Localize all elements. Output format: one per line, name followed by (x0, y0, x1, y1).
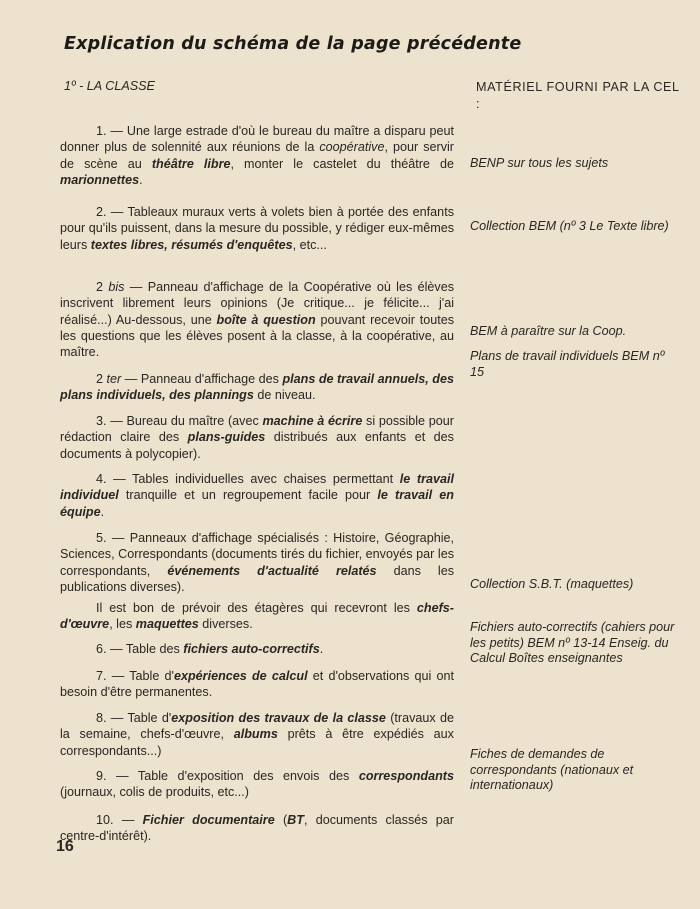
main-column (60, 78, 455, 844)
paragraph (60, 710, 454, 759)
emphasis-text: correspondants (358, 769, 454, 784)
text-run: 9. — Table d'exposition des envois des (96, 769, 359, 784)
emphasis-text: plans-guides (187, 430, 266, 445)
text-run: 10. — (96, 813, 143, 828)
sidebar-entry: Plans de travail individuels BEM nº 15 (470, 349, 665, 379)
text-run: diverses. (198, 617, 253, 632)
sidebar-entry: Collection BEM (nº 3 Le Texte libre) (470, 219, 669, 233)
paragraph (60, 600, 454, 632)
text-run: , monter le castelet du théâtre de (230, 156, 454, 171)
paragraph (60, 768, 454, 800)
paragraph (60, 641, 454, 657)
text-run: . (100, 504, 105, 519)
emphasis-text: plans de travail annuels, des plans individuels, des plannings (60, 372, 454, 403)
emphasis-text: le travail en équipe (60, 488, 454, 519)
text-run: 7. — Table d' (96, 669, 174, 684)
emphasis-text: événements d'actualité relatés (167, 563, 377, 578)
emphasis-text: marionnettes (60, 172, 140, 187)
text-run: . (139, 172, 143, 187)
emphasis-text: coopérative (319, 140, 385, 155)
emphasis-text: le travail individuel (60, 472, 454, 503)
text-run: — Panneau d'affichage de la Coopérative où les élèves inscrivent librement leurs opinions (Je critique... je félicite... j'ai réalisé...) Au-dessous, une (60, 280, 454, 327)
text-run: 8. — Table d' (96, 711, 172, 726)
sidebar-entry: Collection S.B.T. (maquettes) (470, 577, 634, 591)
text-run: pouvant recevoir toutes les questions que les élèves posent à la classe, à la coopérative, au maître. (60, 312, 455, 360)
emphasis-text: textes libres, résumés d'enquêtes (90, 237, 293, 252)
sidebar-entry: MATÉRIEL FOURNI PAR LA CEL : (476, 80, 680, 111)
emphasis-text: BT (287, 813, 304, 828)
emphasis-text: théâtre libre (151, 156, 231, 171)
paragraph (60, 471, 454, 520)
text-run: de niveau. (253, 388, 316, 403)
page-title: Explication du schéma de la page précédente (64, 34, 522, 54)
text-run: tranquille et un regroupement facile pour (118, 488, 378, 503)
emphasis-text: ter (106, 372, 122, 387)
text-run: (travaux de la semaine, chefs-d'œuvre, (60, 711, 455, 742)
paragraph (60, 668, 454, 700)
paragraph (60, 279, 454, 360)
text-run: , etc... (292, 237, 327, 252)
text-run: ( (274, 813, 288, 828)
text-run: distribués aux enfants et des documents à polycopier). (60, 430, 454, 461)
paragraph (60, 530, 454, 595)
text-run: Il est bon de prévoir des étagères qui recevront les (96, 601, 417, 616)
emphasis-text: bis (108, 280, 125, 295)
paragraph (60, 413, 454, 462)
text-run: 3. — Bureau du maître (avec (96, 414, 263, 429)
text-run: — Panneau d'affichage des (121, 372, 283, 387)
text-run: 2. — Tableaux muraux verts à volets bien à portée des enfants pour qu'ils puissent, dans la mesure du possible, y rédiger eux-mêmes leurs (60, 205, 454, 252)
text-run: 4. — Tables individuelles avec chaises permettant (96, 472, 400, 487)
sidebar-entry: BEM à paraître sur la Coop. (470, 324, 627, 338)
paragraph (60, 123, 454, 188)
emphasis-text: boîte à question (216, 312, 316, 327)
text-run: 2 (96, 372, 107, 387)
text-run: 1. — Une large estrade d'où le bureau du maître a disparu peut donner plus de solennité aux réunions de la (60, 124, 454, 155)
text-run: , les (109, 617, 136, 632)
sidebar-entry: BENP sur tous les sujets (470, 156, 609, 170)
paragraph (60, 812, 454, 844)
paragraph (60, 204, 454, 253)
emphasis-text: maquettes (135, 617, 199, 632)
text-run: 2 (96, 280, 109, 295)
text-run: dans les publications diverses). (60, 563, 454, 594)
text-run: prêts à être expédiés aux correspondants...) (60, 727, 454, 758)
emphasis-text: albums (233, 727, 278, 742)
emphasis-text: expériences de calcul (173, 669, 308, 684)
emphasis-text: chefs-d'œuvre (60, 601, 454, 632)
section-heading: 1º - LA CLASSE (64, 79, 155, 93)
text-run: , documents classés par centre-d'intérêt). (60, 813, 455, 844)
text-run: . (319, 642, 324, 657)
emphasis-text: machine à écrire (262, 414, 363, 429)
page-number: 16 (56, 838, 74, 855)
text-run: , pour servir de scène au (60, 140, 454, 171)
text-run: et d'observations qui ont besoin d'être permanentes. (60, 669, 454, 700)
sidebar-entry: Fichiers auto-correctifs (cahiers pour les petits) BEM nº 13-14 Enseig. du Calcul Boîtes enseignantes (470, 620, 675, 665)
paragraph (60, 371, 454, 403)
text-run: 5. — Panneaux d'affichage spécialisés : Histoire, Géographie, Sciences, Correspondants (documents tirés du fichier, envoyés par les correspondants, (60, 531, 454, 578)
emphasis-text: Fichier documentaire (142, 813, 275, 828)
emphasis-text: fichiers auto-correctifs (183, 642, 320, 657)
emphasis-text: exposition des travaux de la classe (171, 711, 386, 726)
sidebar-entry: Fiches de demandes de correspondants (nationaux et internationaux) (470, 747, 634, 792)
text-run: (journaux, colis de produits, etc...) (60, 785, 249, 800)
text-run: si possible pour rédaction claire des (60, 414, 454, 445)
text-run: 6. — Table des (96, 642, 184, 657)
